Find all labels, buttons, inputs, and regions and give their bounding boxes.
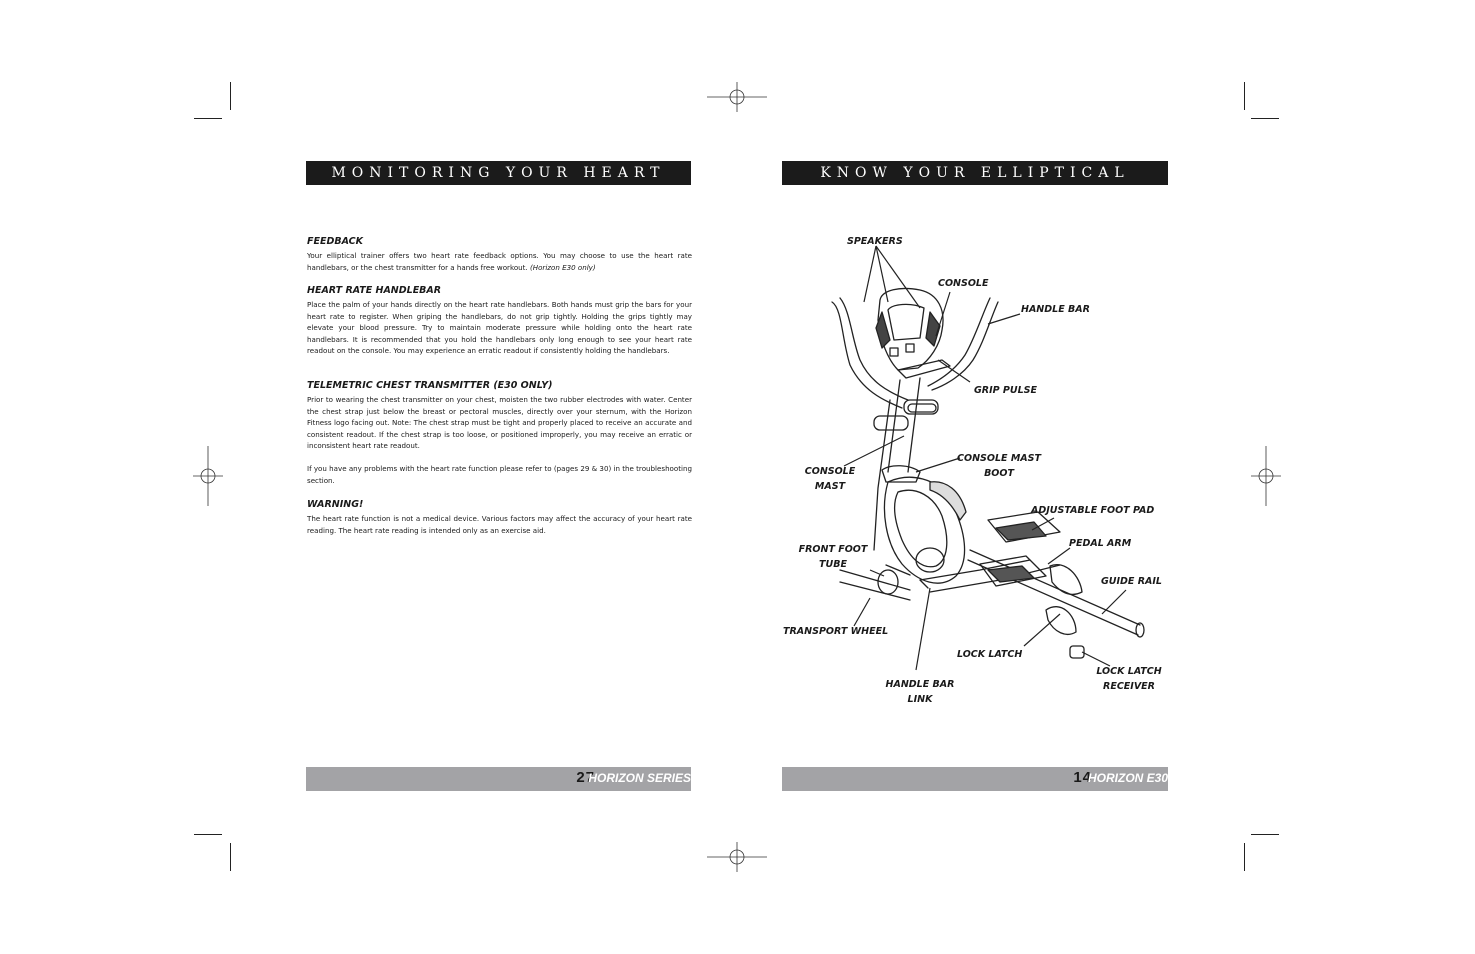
section-body: The heart rate function is not a medical device. Various factors may affect the accuracy of your heart rate reading. The heart rate reading is intended only as an exercise aid. xyxy=(307,514,692,535)
label-front-foot-tube: FRONT FOOT TUBE xyxy=(798,544,868,570)
label-console-mast: CONSOLE MAST xyxy=(804,466,856,492)
page-title: MONITORING YOUR HEART RATE xyxy=(306,161,691,185)
page-footer xyxy=(306,767,691,791)
page-title: KNOW YOUR ELLIPTICAL TRAINER xyxy=(782,161,1168,185)
section-heading: TELEMETRIC CHEST TRANSMITTER (E30 ONLY) xyxy=(307,380,553,391)
series-name: HORIZON E30 xyxy=(1087,771,1168,785)
section-body: Your elliptical trainer offers two heart rate feedback options. You may choose to use the heart rate handlebars, or the chest transmitter for a hands free workout. (Horizon E30 only) xyxy=(307,251,692,272)
label-handle-bar-link: HANDLE BAR LINK xyxy=(885,679,955,705)
page-number: 14 xyxy=(1073,769,1092,786)
heart-rate-handlebar-section xyxy=(307,285,692,357)
label-lock-latch: LOCK LATCH xyxy=(957,649,1023,660)
label-guide-rail: GUIDE RAIL xyxy=(1101,576,1162,587)
label-console: CONSOLE xyxy=(938,278,989,289)
chest-transmitter-section xyxy=(307,380,692,486)
label-speakers: SPEAKERS xyxy=(847,236,903,247)
section-body: Prior to wearing the chest transmitter on your chest, moisten the two rubber electrodes with water. Center the chest strap just below the breast or pectoral muscles, directly over your sternum, with the Horizon Fitness logo facing out. Note: The chest strap must be tight and properly placed to receive an accurate and consistent readout. If the chest strap is too loose, or positioned improperly, you may receive an erratic or inconsistent heart rate readout. xyxy=(307,395,692,451)
section-body: If you have any problems with the heart rate function please refer to (pages 29 & 30) in the troubleshooting section. xyxy=(307,463,692,485)
page-footer xyxy=(782,767,1168,791)
section-heading: HEART RATE HANDLEBAR xyxy=(307,285,442,296)
label-adjustable-foot-pad: ADJUSTABLE FOOT PAD xyxy=(1031,505,1155,516)
section-heading: FEEDBACK xyxy=(307,236,363,247)
section-body: Place the palm of your hands directly on the heart rate handlebars. Both hands must grip the bars for your heart rate to register. When griping the handlebars, do not grip tightly. Holding the grips tightly may elevate your blood pressure. Try to maintain moderate pressure while holding onto the heart rate handlebars. It is recommended that you hold the handlebars only long enough to see your heart rate readout on the console. You may experience an erratic readout if consistently holding the handlebars. xyxy=(307,300,692,356)
label-lock-latch-receiver: LOCK LATCH RECEIVER xyxy=(1096,666,1162,692)
page-number: 27 xyxy=(576,769,595,786)
label-handle-bar: HANDLE BAR xyxy=(1021,304,1090,315)
series-name: HORIZON SERIES xyxy=(588,771,691,785)
label-transport-wheel: TRANSPORT WHEEL xyxy=(783,626,889,637)
section-heading: WARNING! xyxy=(307,499,364,510)
warning-section xyxy=(307,499,692,536)
label-pedal-arm: PEDAL ARM xyxy=(1069,538,1132,549)
feedback-section xyxy=(307,236,692,273)
label-grip-pulse: GRIP PULSE xyxy=(974,385,1037,396)
label-console-mast-boot: CONSOLE MAST BOOT xyxy=(957,453,1041,479)
